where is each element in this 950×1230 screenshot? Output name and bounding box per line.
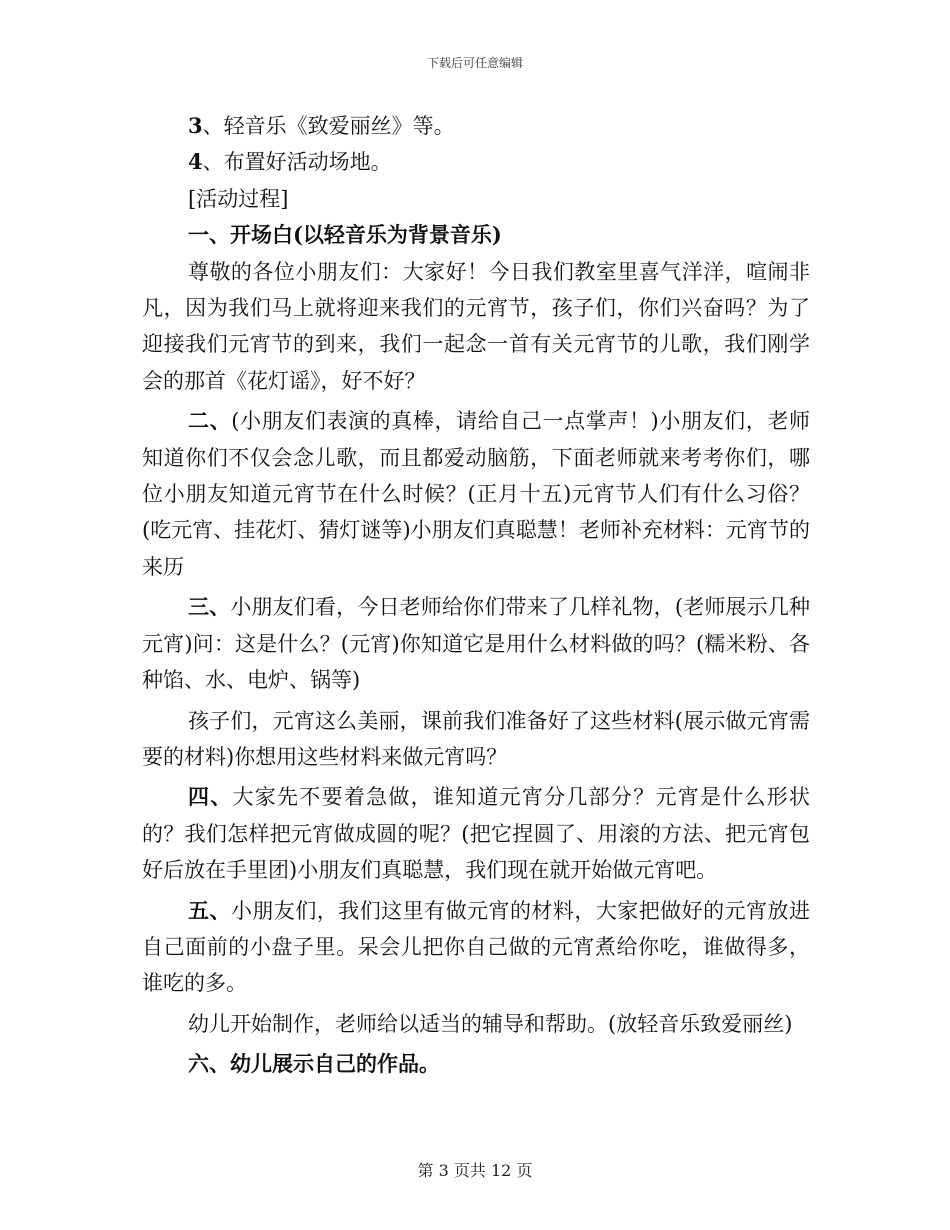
page-footer: 第 3 页共 12 页 [417, 1161, 533, 1180]
paragraph-text: 、布置好活动场地。 [202, 150, 392, 175]
paragraph-materials: 孩子们，元宵这么美丽，课前我们准备好了这些材料(展示做元宵需要的材料)你想用这些材料来做元宵吗？ [142, 708, 810, 769]
paragraph-item-4 [142, 144, 810, 180]
paragraph-item-3 [142, 108, 810, 144]
paragraph-making: 幼儿开始制作，老师给以适当的辅导和帮助。(放轻音乐致爱丽丝) [188, 1011, 793, 1036]
item-number: 4 [188, 149, 203, 175]
paragraph-text: (小朋友们表演的真棒，请给自己一点掌声！)小朋友们，老师知道你们不仅会念儿歌，而且都爱动脑筋，下面老师就来考考你们，哪位小朋友知道元宵节在什么时候？(正月十五)元宵节人们有什么习俗？(吃元宵、挂花灯、猜灯谜等)小朋友们真聪慧！老师补充材料：元宵节的来历 [142, 409, 810, 579]
paragraph-text: 小朋友们，我们这里有做元宵的材料，大家把做好的元宵放进自己面前的小盘子里。呆会儿把你自己做的元宵煮给你吃，谁做得多，谁吃的多。 [142, 898, 811, 996]
paragraph-section-2 [142, 403, 810, 585]
paragraph-section-3 [142, 589, 810, 698]
section-heading-opening: 一、开场白(以轻音乐为背景音乐) [188, 222, 502, 248]
section-lead: 三、 [188, 594, 231, 620]
document-body [142, 108, 810, 1083]
paragraph-section-5 [142, 893, 810, 1002]
paragraph-text: 、轻音乐《致爱丽丝》等。 [202, 114, 455, 138]
section-lead: 四、 [188, 784, 233, 810]
section-heading-showcase: 六、幼儿展示自己的作品。 [188, 1051, 440, 1077]
page-header: 下载后可任意编辑 [426, 56, 523, 70]
section-label-activity-process: [活动过程] [188, 186, 289, 211]
section-lead: 五、 [188, 897, 231, 923]
item-number: 3 [188, 113, 203, 138]
section-lead: 二、 [188, 408, 232, 434]
paragraph-opening-speech: 尊敬的各位小朋友们：大家好！今日我们教室里喜气洋洋，喧闹非凡，因为我们马上就将迎来我们的元宵节，孩子们，你们兴奋吗？为了迎接我们元宵节的到来，我们一起念一首有关元宵节的儿歌，我们刚学会的那首《花灯谣》，好不好？ [142, 259, 810, 393]
paragraph-section-4 [142, 779, 810, 888]
paragraph-text: 小朋友们看，今日老师给你们带来了几样礼物，(老师展示几种元宵)问：这是什么？(元宵)你知道它是用什么材料做的吗？(糯米粉、各种馅、水、电炉、锅等) [142, 595, 811, 693]
paragraph-text: 大家先不要着急做，谁知道元宵分几部分？元宵是什么形状的？我们怎样把元宵做成圆的呢？(把它捏圆了、用滚的方法、把元宵包好后放在手里团)小朋友们真聪慧，我们现在就开始做元宵吧。 [142, 785, 811, 883]
